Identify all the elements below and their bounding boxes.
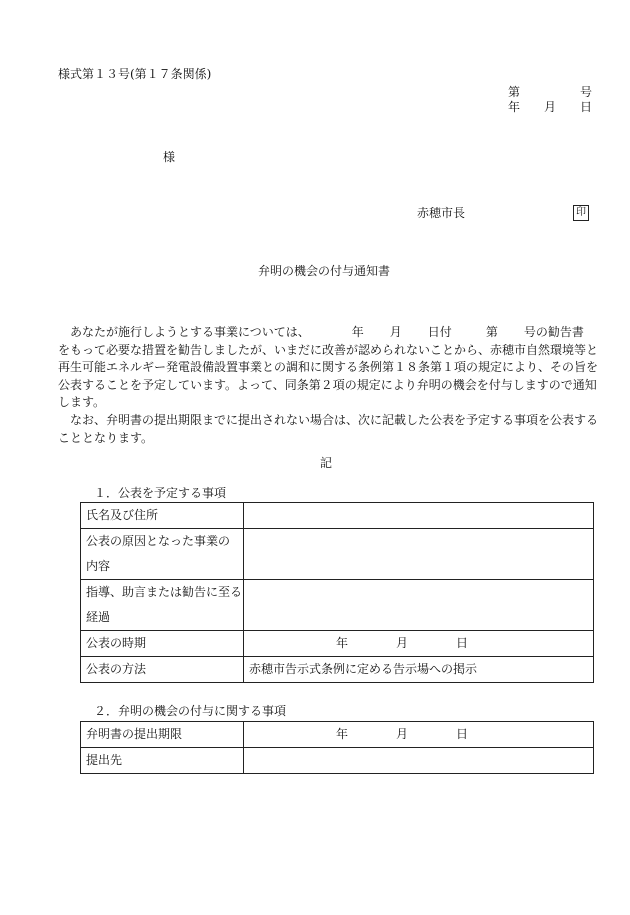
body-line: なお、弁明書の提出期限までに提出されない場合は、次に記載した公表を予定する事項を公表する (70, 412, 599, 427)
document-title: 弁明の機会の付与通知書 (258, 264, 391, 278)
table-row (81, 529, 594, 580)
defense-table (80, 721, 594, 774)
doc-number-suffix: 号 (580, 85, 593, 99)
table-row (81, 580, 594, 631)
form-number: 様式第１３号(第１７条関係) (58, 67, 212, 81)
table-label: 氏名及び住所 (81, 503, 244, 529)
section1-heading: １．公表を予定する事項 (94, 486, 227, 500)
doc-number-prefix: 第 (508, 85, 521, 99)
table-label: 提出先 (81, 748, 244, 774)
table-value (244, 580, 594, 631)
date-month: 月 (544, 100, 557, 114)
section2-heading: ２．弁明の機会の付与に関する事項 (94, 704, 287, 718)
table-row (81, 722, 594, 748)
seal-mark: 印 (573, 205, 589, 221)
table-label: 公表の方法 (81, 657, 244, 683)
body-line: します。 (58, 395, 106, 410)
body-line: 再生可能エネルギー発電設備設置事業との調和に関する条例第１８条第１項の規定により、その旨を (58, 360, 599, 375)
table-row (81, 631, 594, 657)
body-line: こととなります。 (58, 430, 154, 445)
table-row (81, 657, 594, 683)
table-label: 公表の時期 (81, 631, 244, 657)
publication-table (80, 502, 594, 683)
table-value (244, 529, 594, 580)
issuer-name: 赤穂市長 (417, 206, 466, 220)
body-text (58, 324, 599, 447)
table-label: 指導、助言または勧告に至る 経過 (81, 580, 244, 631)
body-line: あなたが施行しようとする事業については、 年 月 日付 第 号の勧告書 (70, 325, 584, 339)
date-year: 年 (508, 100, 521, 114)
table-row (81, 503, 594, 529)
table-value: 年 月 日 (244, 722, 594, 748)
table-value (244, 503, 594, 529)
recipient-suffix: 様 (163, 150, 176, 164)
body-line: 公表することを予定しています。よって、同条第２項の規定により弁明の機会を付与しますので通知 (58, 377, 597, 392)
ki-heading: 記 (320, 456, 333, 470)
table-value: 年 月 日 (244, 631, 594, 657)
date-day: 日 (580, 100, 593, 114)
table-row (81, 748, 594, 774)
body-line: をもって必要な措置を勧告しましたが、いまだに改善が認められないことから、赤穂市自然環境等と (58, 342, 599, 357)
table-label: 弁明書の提出期限 (81, 722, 244, 748)
table-value (244, 748, 594, 774)
table-value: 赤穂市告示式条例に定める告示場への掲示 (244, 657, 594, 683)
table-label: 公表の原因となった事業の 内容 (81, 529, 244, 580)
